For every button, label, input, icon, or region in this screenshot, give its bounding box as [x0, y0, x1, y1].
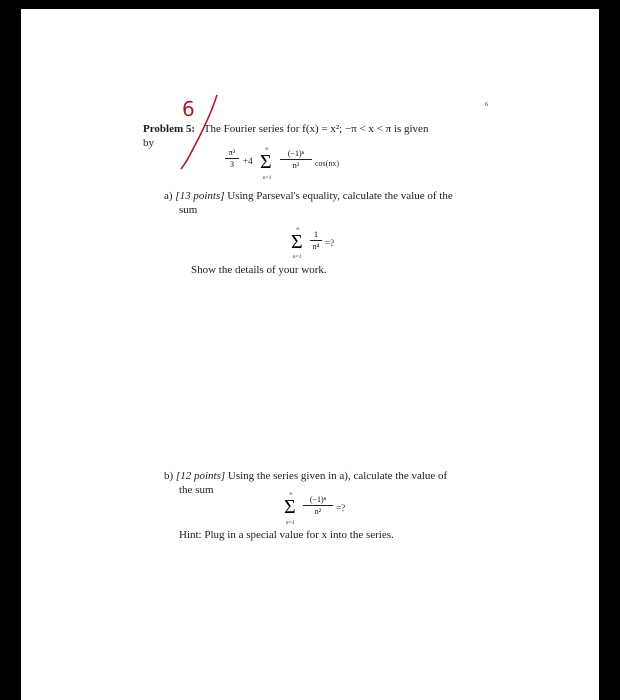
term-fraction	[280, 149, 312, 170]
part-a-label: a)	[164, 190, 173, 202]
part-b-term-den: n²	[314, 507, 322, 516]
part-b-term-num: (−1)ⁿ	[309, 495, 327, 504]
part-b-fraction	[303, 495, 333, 516]
part-b-label: b)	[164, 470, 174, 482]
problem-label: Problem	[143, 123, 184, 135]
handwritten-score: 6	[182, 97, 195, 121]
part-b-sum-top: ∞	[289, 492, 293, 497]
problem-statement-cont: by	[143, 137, 154, 149]
part-b-line	[164, 470, 447, 482]
part-a-text-cont: sum	[179, 204, 198, 216]
part-a-points: [13 points]	[175, 190, 225, 202]
part-a-term-den: n⁴	[312, 242, 320, 251]
part-b-sum-bottom: n=1	[286, 521, 295, 526]
part-a-instruction: Show the details of your work.	[191, 264, 327, 276]
part-a-text: Using Parseval's equality, calculate the value of the	[227, 190, 453, 202]
part-b-points: [12 points]	[175, 470, 226, 482]
part-a-line	[164, 190, 453, 202]
term-num: (−1)ⁿ	[287, 149, 305, 158]
part-b-text-cont: the sum	[179, 484, 214, 496]
sigma-symbol: Σ	[260, 151, 272, 173]
part-a-sum-bottom: n=1	[293, 255, 302, 260]
part-a-sigma: Σ	[291, 231, 303, 253]
part-a-sum-top: ∞	[296, 227, 300, 232]
lead-num: π²	[228, 148, 236, 157]
lead-fraction	[225, 148, 239, 169]
problem-statement: The Fourier series for f(x) = x²; −π < x < π is given	[203, 123, 429, 135]
problem-number-suffix: 5:	[185, 123, 196, 135]
part-b-eq: =?	[336, 503, 346, 513]
document-page	[21, 9, 599, 700]
problem-heading	[143, 123, 428, 135]
sum-top: ∞	[265, 147, 269, 152]
part-a-eq: =?	[325, 238, 335, 248]
part-a-term-num: 1	[314, 230, 318, 239]
lead-den: 3	[230, 160, 234, 169]
page-number: 6	[485, 102, 488, 108]
sum-bottom: n=1	[263, 176, 272, 181]
part-a-fraction	[310, 230, 322, 251]
series-trail: cos(nx)	[315, 159, 339, 168]
part-b-hint: Hint: Plug in a special value for x into the series.	[179, 529, 394, 541]
part-b-sigma: Σ	[284, 496, 296, 518]
term-den: n²	[292, 161, 300, 170]
plus-coef: +4	[243, 156, 253, 166]
part-b-text: Using the series given in a), calculate the value of	[227, 470, 448, 482]
